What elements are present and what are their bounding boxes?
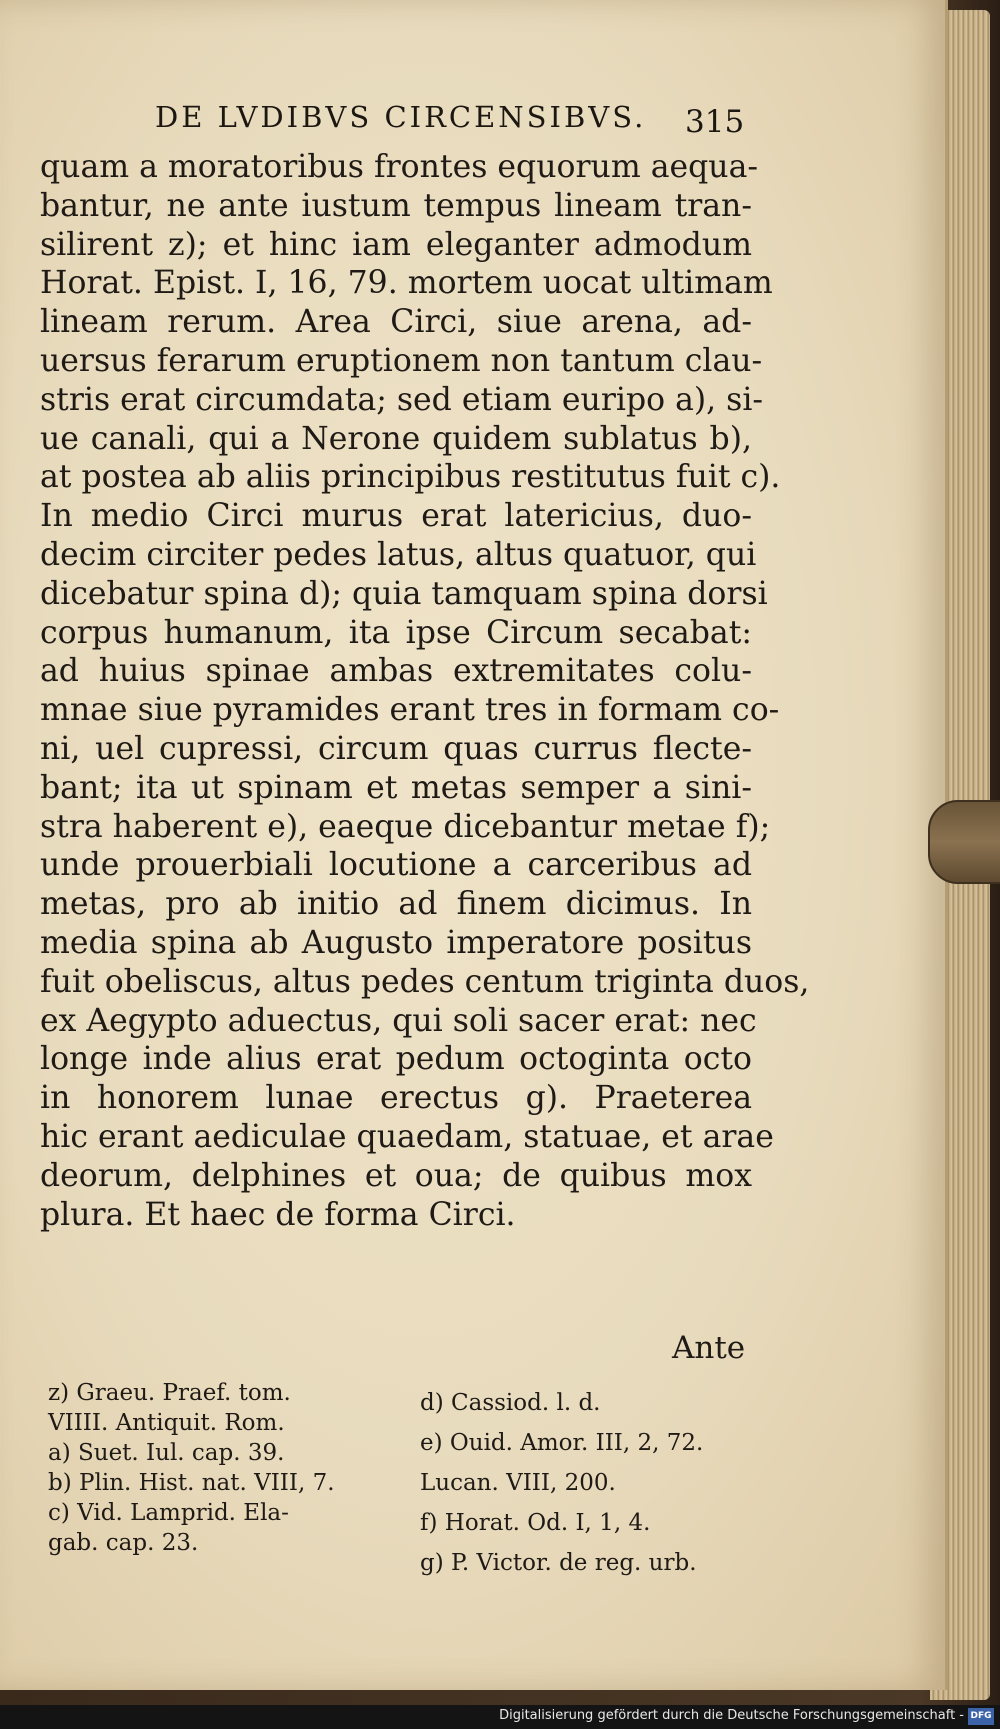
footnote: gab. cap. 23. <box>48 1530 199 1556</box>
text-line: silirent z); et hinc iam eleganter admodum <box>40 226 752 263</box>
text-line: deorum, delphines et oua; de quibus mox <box>40 1157 752 1194</box>
text-line: at postea ab aliis principibus restitutus fuit c). <box>40 459 781 496</box>
text-line: ex Aegypto aduectus, qui soli sacer erat: nec <box>40 1002 757 1039</box>
footnote: d) Cassiod. l. d. <box>420 1390 601 1416</box>
page-number: 315 <box>685 104 745 140</box>
footnote: VIIII. Antiquit. Rom. <box>48 1410 285 1436</box>
footnote: g) P. Victor. de reg. urb. <box>420 1550 697 1576</box>
text-line: dicebatur spina d); quia tamquam spina dorsi <box>40 575 768 612</box>
text-line: fuit obeliscus, altus pedes centum triginta duos, <box>40 963 810 1000</box>
text-line: hic erant aediculae quaedam, statuae, et arae <box>40 1118 774 1155</box>
footnote: e) Ouid. Amor. III, 2, 72. <box>420 1430 704 1456</box>
footnote: b) Plin. Hist. nat. VIII, 7. <box>48 1470 335 1496</box>
text-line: decim circiter pedes latus, altus quatuor, qui <box>40 536 757 573</box>
digitization-footer <box>0 1705 1000 1729</box>
text-line: stra haberent e), eaeque dicebantur metae f); <box>40 808 771 845</box>
text-line: longe inde alius erat pedum octoginta octo <box>40 1041 752 1078</box>
text-line: bantur, ne ante iustum tempus lineam tran- <box>40 187 752 224</box>
text-line: ni, uel cupressi, circum quas currus flecte- <box>40 730 752 767</box>
text-line: bant; ita ut spinam et metas semper a sini- <box>40 769 752 806</box>
text-line: ue canali, qui a Nerone quidem sublatus b), <box>40 420 752 457</box>
text-line: ad huius spinae ambas extremitates colu- <box>40 653 752 690</box>
bookmark-tab <box>928 800 1000 884</box>
text-line: In medio Circi murus erat latericius, duo- <box>40 498 752 535</box>
footnote: z) Graeu. Praef. tom. <box>48 1380 291 1406</box>
footnote: a) Suet. Iul. cap. 39. <box>48 1440 285 1466</box>
dfg-logo-icon: DFG <box>968 1708 994 1725</box>
text-line: in honorem lunae erectus g). Praeterea <box>40 1080 752 1117</box>
text-line: mnae siue pyramides erant tres in formam co- <box>40 692 780 729</box>
text-line: metas, pro ab initio ad finem dicimus. In <box>40 886 752 923</box>
text-line: plura. Et haec de forma Circi. <box>40 1196 516 1233</box>
text-line: corpus humanum, ita ipse Circum secabat: <box>40 614 752 651</box>
footnotes-right <box>420 1388 760 1588</box>
text-line: Horat. Epist. I, 16, 79. mortem uocat ultimam <box>40 265 773 302</box>
text-line: stris erat circumdata; sed etiam euripo a), si- <box>40 381 764 418</box>
body-text <box>40 148 810 1234</box>
footnote: f) Horat. Od. I, 1, 4. <box>420 1510 651 1536</box>
footer-credit: Digitalisierung gefördert durch die Deutsche Forschungsgemeinschaft - <box>499 1708 964 1723</box>
text-line: quam a moratoribus frontes equorum aequa- <box>40 149 758 185</box>
footnote: c) Vid. Lamprid. Ela- <box>48 1500 289 1526</box>
text-line: uersus ferarum eruptionem non tantum clau- <box>40 342 763 379</box>
footnote: Lucan. VIII, 200. <box>420 1470 616 1496</box>
footnotes-left <box>48 1378 408 1558</box>
running-title: DE LVDIBVS CIRCENSIBVS. <box>155 100 647 134</box>
text-line: unde prouerbiali locutione a carceribus ad <box>40 847 752 884</box>
text-line: media spina ab Augusto imperatore positus <box>40 924 752 961</box>
catchword: Ante <box>672 1330 746 1366</box>
text-line: lineam rerum. Area Circi, siue arena, ad- <box>40 304 752 341</box>
